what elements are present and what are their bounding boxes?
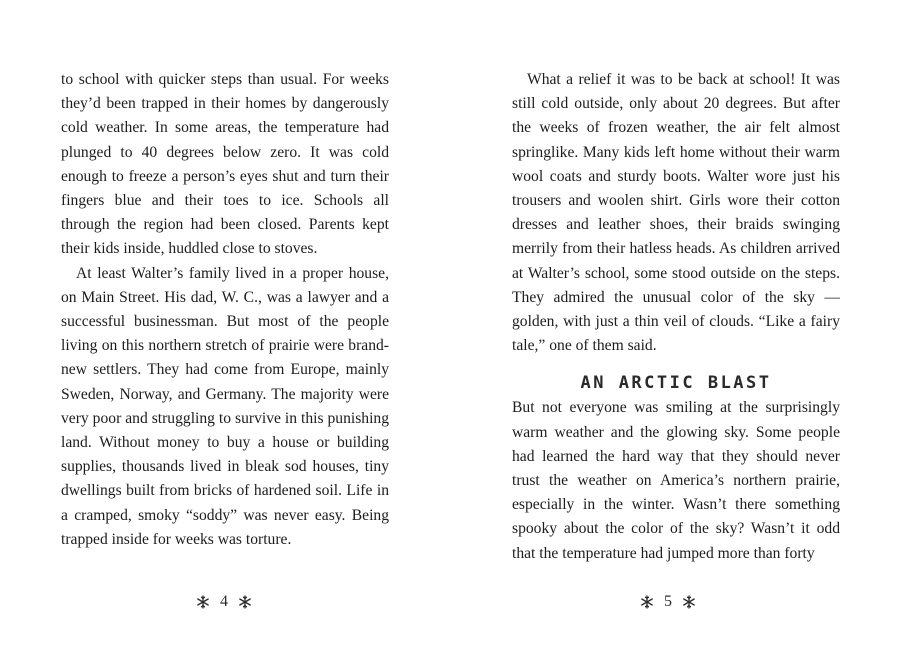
right-page <box>512 68 840 566</box>
right-page-footer <box>640 591 696 613</box>
left-paragraph-1: to school with quicker steps than usual. For weeks they’d been trapped in their homes by dangerously cold weather. In some areas, the temperature had plunged to 40 degrees below zero. It was cold enough to freeze a person’s eyes shut and turn their fingers blue and their toes to ice. Schools all through the region had been closed. Parents kept their kids inside, huddled close to stoves. <box>61 71 389 258</box>
page-number: 5 <box>664 593 672 610</box>
right-paragraph-2: But not everyone was smiling at the surprisingly warm weather and the glowing sky. Some people had learned the hard way that they should never trust the weather on America’s northern prairie, especially in the winter. Wasn’t there something spooky about the color of the sky? Wasn’t it odd that the temperature had jumped more than forty <box>512 399 840 562</box>
section-heading: AN ARCTIC BLAST <box>580 373 772 394</box>
page-number: 4 <box>220 593 228 610</box>
snowflake-icon <box>640 595 654 609</box>
snowflake-icon <box>196 595 210 609</box>
left-page <box>61 68 389 552</box>
left-page-footer <box>196 591 252 613</box>
left-paragraph-2: At least Walter’s family lived in a proper house, on Main Street. His dad, W. C., was a lawyer and a successful businessman. But most of the people living on this northern stretch of prairie were brand-new settlers. They had come from Europe, mainly Sweden, Norway, and Germany. The majority were very poor and struggling to survive in this punishing land. Without money to buy a house or building supplies, thousands lived in bleak sod houses, tiny dwellings built from bricks of hardened soil. Life in a cramped, smoky “soddy” was never easy. Being trapped inside for weeks was torture. <box>61 264 389 548</box>
snowflake-icon <box>238 595 252 609</box>
right-paragraph-1: What a relief it was to be back at school! It was still cold outside, only about 20 degrees. But after the weeks of frozen weather, the air felt almost springlike. Many kids left home without their warm wool coats and sturdy boots. Walter wore just his trousers and woolen shirt. Girls wore their cotton dresses and leather shoes, their braids swinging merrily from their hatless heads. As children arrived at Walter’s school, some stood outside on the steps. They admired the unusual color of the sky — golden, with just a thin veil of clouds. “Like a fairy tale,” one of them said. <box>512 71 840 355</box>
snowflake-icon <box>682 595 696 609</box>
